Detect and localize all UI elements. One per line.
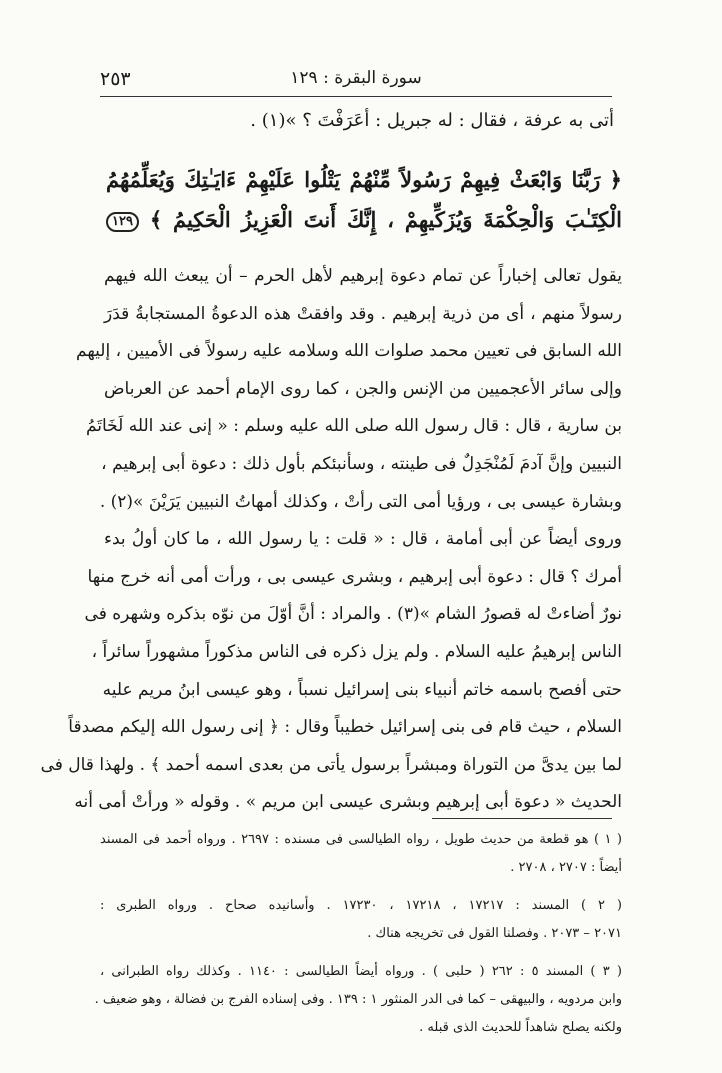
footnote-line: ولكنه يصلح شاهداً للحديث الذى قبله . (419, 1020, 622, 1035)
body-line: النبيين وإنَّ آدمَ لَمُنْجَدِلٌ فى طينته ، وسأنبئكم بأول ذلك : دعوة أبى إبرهيم ، (101, 453, 622, 474)
footnote-line: ( ٢ ) المسند : ١٧٢١٧ ، ١٧٢١٨ ، ١٧٢٣٠ . وأسانيده صحاح . ورواه الطبرى : (100, 898, 622, 913)
running-title: سورة البقرة : ١٢٩ (290, 68, 422, 88)
footnote-1 (100, 826, 622, 882)
verse-line-text: الْكِتَـٰبَ وَالْحِكْمَةَ وَيُزَكِّيهِمْ ، إِنَّكَ أَنتَ الْعَزِيزُ الْحَكِيمُ ﴾ (149, 207, 623, 232)
body-line: وبشارة عيسى بى ، ورؤيا أمى التى رأتْ ، وكذلك أمهاتُ النبيين يَرَيْنَ »(٢) . (99, 491, 622, 512)
commentary-body (40, 258, 622, 822)
verse-line (106, 200, 622, 240)
body-line: نورٌ أضاءتْ له قصورُ الشام »(٣) . والمراد : أنَّ أوّلَ من نوّه بذكره وشهره فى (84, 604, 622, 625)
footnote-line: ٢٠٧١ – ٢٠٧٣ . وفصلنا القول فى تخريجه هناك . (367, 926, 622, 941)
intro-line: أتى به عرفة ، فقال : له جبريل : أعَرَفْتَ ؟ »(١) . (250, 110, 614, 131)
body-line: يقول تعالى إخباراً عن تمام دعوة إبرهيم لأهل الحرم – أن يبعث الله فيهم (104, 266, 622, 286)
verse-line: ﴿ رَبَّنَا وَابْعَثْ فِيهِمْ رَسُولاً مِّنْهُمْ يَتْلُوا عَلَيْهِمْ ءَايَـٰتِكَ وَيُعَلِّمُهُمُ (106, 167, 622, 192)
footnote-line: ( ٣ ) المسند ٥ : ٢٦٢ ( حلبى ) . ورواه أيضاً الطيالسى : ١١٤٠ . وكذلك رواه الطبرانى ، (100, 964, 622, 979)
footnote-line: أيضاً : ٢٧٠٧ ، ٢٧٠٨ . (510, 860, 622, 875)
footnote-line: ( ١ ) هو قطعة من حديث طويل ، رواه الطيالسى فى مسنده : ٢٦٩٧ . ورواه أحمد فى المسند (100, 832, 622, 847)
body-line: السلام ، حيث قام فى بنى إسرائيل خطيباً وقال : ﴿ إنى رسول الله إليكم مصدقاً (68, 717, 622, 738)
body-line: رسولاً منهم ، أى من ذرية إبرهيم . وقد وافقتْ هذه الدعوةُ المستجابةُ قدَرَ (104, 303, 622, 324)
body-line: أمرك ؟ قال : دعوة أبى إبرهيم ، وبشرى عيسى بى ، ورأت أمى أنه خرج منها (87, 566, 622, 587)
verse-number-badge: ١٢٩ (106, 212, 139, 232)
footnote-3 (94, 958, 622, 1042)
page-header (100, 62, 612, 92)
footnote-2 (100, 892, 622, 948)
footnote-line: وابن مردويه ، والبيهقى – كما فى الدر المنثور ١ : ١٣٩ . وفى إسناده الفرج بن فضالة ، وهو ضعيف . (94, 992, 622, 1007)
header-divider (100, 96, 612, 97)
body-line: وروى أيضاً عن أبى أمامة ، قال : « قلت : يا رسول الله ، ما كان أولُ بدء (104, 529, 622, 550)
footnote-divider (432, 818, 612, 819)
body-line: الحديث « دعوة أبى إبرهيم وبشرى عيسى ابن مريم » . وقوله « ورأتْ أمى أنه (74, 792, 622, 813)
body-line: الناس إبرهيمُ عليه السلام . ولم يزل ذكره فى الناس مذكوراً مشهوراً سائراً ، (91, 641, 622, 662)
footnotes (94, 826, 622, 1052)
body-line: حتى أفصح باسمه خاتم أنبياء بنى إسرائيل نسباً ، وهو عيسى ابنُ مريم عليه (102, 679, 622, 700)
body-line: بن سارية ، قال : قال رسول الله صلى الله عليه وسلم : « إنى عند الله لَخَاتَمُ (85, 416, 622, 437)
body-line: وإلى سائر الأعجميين من الإنس والجن ، كما روى الإمام أحمد عن العرباض (104, 378, 622, 399)
quran-verse (106, 160, 622, 240)
body-line: الله السابق فى تعيين محمد صلوات الله وسلامه عليه رسولاً فى الأميين ، إليهم (76, 341, 622, 362)
page-number: ٢٥٣ (100, 68, 131, 90)
body-line: لما بين يدىَّ من التوراة ومبشراً برسول يأتى من بعدى اسمه أحمد ﴾ . ولهذا قال فى (40, 754, 622, 775)
